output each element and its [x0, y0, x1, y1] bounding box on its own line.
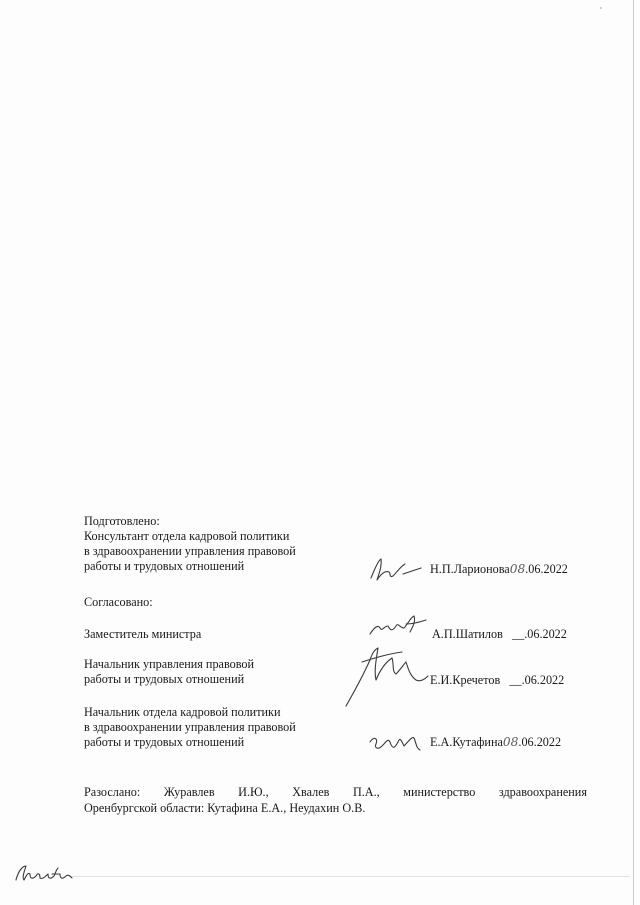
prepared-date-day: 08 — [509, 562, 526, 576]
entry-3-line-2: в здравоохранении управления правовой — [84, 720, 296, 734]
distribution-word: Разослано: — [84, 785, 141, 799]
entry-1-name: А.П.Шатилов — [432, 627, 503, 641]
distribution-word: министерство — [403, 785, 476, 799]
entry-3-name: Е.А.Кутафина — [430, 735, 503, 749]
scan-bottom-line — [70, 876, 630, 877]
distribution-line-2: Оренбургской области: Кутафина Е.А., Неудахин О.В. — [84, 801, 366, 815]
distribution-word: Журавлев — [163, 785, 215, 799]
entry-1-signoff — [432, 627, 567, 642]
entry-2-date: __.06.2022 — [509, 673, 565, 687]
entry-3-line-3: работы и трудовых отношений — [84, 735, 245, 749]
agreed-heading: Согласовано: — [84, 595, 153, 609]
entry-3-signoff — [430, 735, 561, 750]
entry-2-name: Е.И.Кречетов — [430, 673, 501, 687]
prepared-date-rest: .06.2022 — [525, 562, 568, 576]
distribution-word: Хвалев — [292, 785, 330, 799]
prepared-block — [84, 514, 296, 574]
entry-2-signoff — [430, 673, 564, 688]
prepared-name: Н.П.Ларионова — [430, 562, 510, 576]
prepared-line-2: в здравоохранении управления правовой — [84, 544, 296, 558]
distribution-line-1 — [84, 784, 587, 800]
entry-2-line-1: Начальник управления правовой — [84, 657, 254, 671]
prepared-heading: Подготовлено: — [84, 514, 160, 528]
agreed-entry-2 — [84, 657, 254, 687]
distribution-word: здравоохранения — [498, 785, 587, 799]
entry-1-line-1: Заместитель министра — [84, 627, 202, 641]
entry-3-line-1: Начальник отдела кадровой политики — [84, 705, 281, 719]
distribution-word: П.А., — [352, 785, 380, 799]
entry-1-date: __.06.2022 — [512, 627, 567, 641]
scan-speck — [600, 7, 602, 9]
distribution-word: И.Ю., — [238, 785, 269, 799]
distribution-block — [84, 784, 587, 816]
signature-krechetov — [340, 640, 430, 710]
prepared-line-1: Консультант отдела кадровой политики — [84, 529, 290, 543]
entry-3-date-rest: .06.2022 — [518, 735, 562, 749]
agreed-entry-1 — [84, 627, 201, 642]
agreed-entry-3 — [84, 705, 296, 750]
signature-larionova — [365, 556, 425, 584]
entry-2-line-2: работы и трудовых отношений — [84, 672, 245, 686]
signature-shatilov — [366, 614, 430, 640]
prepared-signoff — [430, 562, 568, 577]
page-edge — [633, 0, 634, 905]
handwritten-initials-mark — [12, 862, 74, 886]
prepared-line-3: работы и трудовых отношений — [84, 559, 245, 573]
entry-3-date-day: 08 — [502, 735, 519, 749]
signature-kutafina — [366, 728, 424, 754]
